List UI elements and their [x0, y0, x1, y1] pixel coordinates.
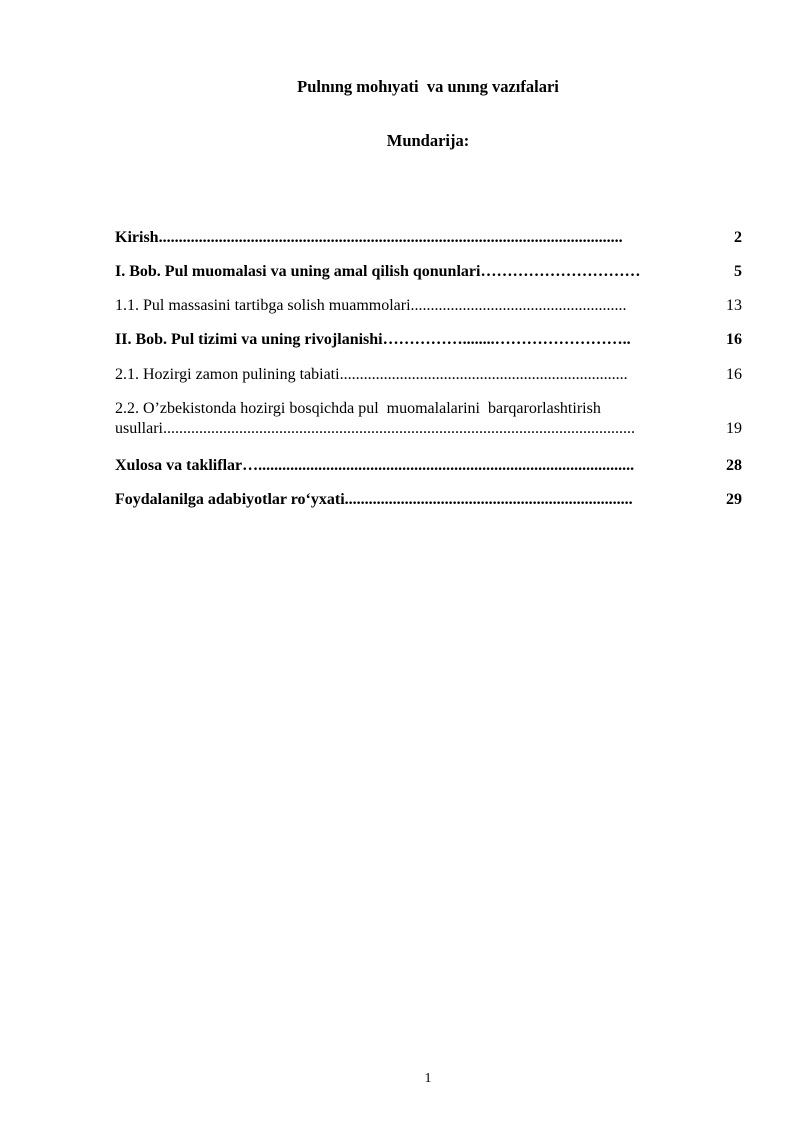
toc-entry-introduction[interactable] — [115, 228, 742, 248]
toc-page-number: 16 — [726, 366, 742, 383]
toc-page-number: 19 — [726, 420, 742, 437]
toc-entry-chapter-1[interactable] — [115, 262, 742, 282]
toc-entry-label: I. Bob. Pul muomalasi va uning amal qilish qonunlari — [115, 263, 481, 280]
toc-page-number: 29 — [726, 491, 742, 508]
toc-page-number: 13 — [726, 297, 742, 314]
toc-leader: ………………………… — [480, 263, 641, 280]
toc-page-number: 2 — [734, 229, 742, 246]
toc-page-number: 16 — [726, 331, 742, 348]
toc-entry-chapter-2[interactable] — [115, 330, 742, 350]
toc-entry-line2 — [115, 419, 742, 439]
toc-entry-label: 2.1. Hozirgi zamon pulining tabiati — [115, 366, 340, 383]
toc-leader: .................................................................................................................... — [158, 229, 623, 246]
toc-leader: ...................................................... — [410, 297, 627, 314]
toc-entry-label: II. Bob. Pul tizimi va uning rivojlanishi — [115, 331, 383, 348]
toc-entry-conclusion[interactable] — [115, 456, 742, 476]
toc-entry-label: Xulosa va takliflar — [115, 457, 243, 474]
document-title: Pulnıng mohıyati va unıng vazıfalari — [297, 77, 559, 96]
toc-entry-section-2-2[interactable] — [115, 399, 742, 439]
toc-leader: ……………........…………………….. — [382, 331, 631, 348]
toc-entry-label: usullari — [115, 420, 163, 437]
toc-entry-section-1-1[interactable] — [115, 296, 742, 316]
toc-entry-label: Foydalanilga adabiyotlar ro‘yxati — [115, 491, 345, 508]
toc-leader: ........................................................................ — [344, 491, 633, 508]
toc-leader: ….............................................................................................. — [242, 457, 635, 474]
toc-page-number: 5 — [734, 263, 742, 280]
toc-heading: Mundarija: — [386, 131, 470, 150]
toc-entry-label-line1: 2.2. O’zbekistonda hozirgi bosqichda pul muomalalarini barqarorlashtirish — [115, 400, 601, 417]
toc-entry-label: Kirish — [115, 229, 159, 246]
toc-page-number: 28 — [726, 457, 742, 474]
toc-entry-references[interactable] — [115, 490, 742, 510]
toc-leader: ........................................................................ — [339, 366, 628, 383]
toc-entry-section-2-1[interactable] — [115, 365, 742, 385]
toc-leader: ...................................................................................................................... — [163, 420, 635, 437]
toc-entry-label: 1.1. Pul massasini tartibga solish muammolari — [115, 297, 411, 314]
page-number: 1 — [424, 1071, 432, 1086]
